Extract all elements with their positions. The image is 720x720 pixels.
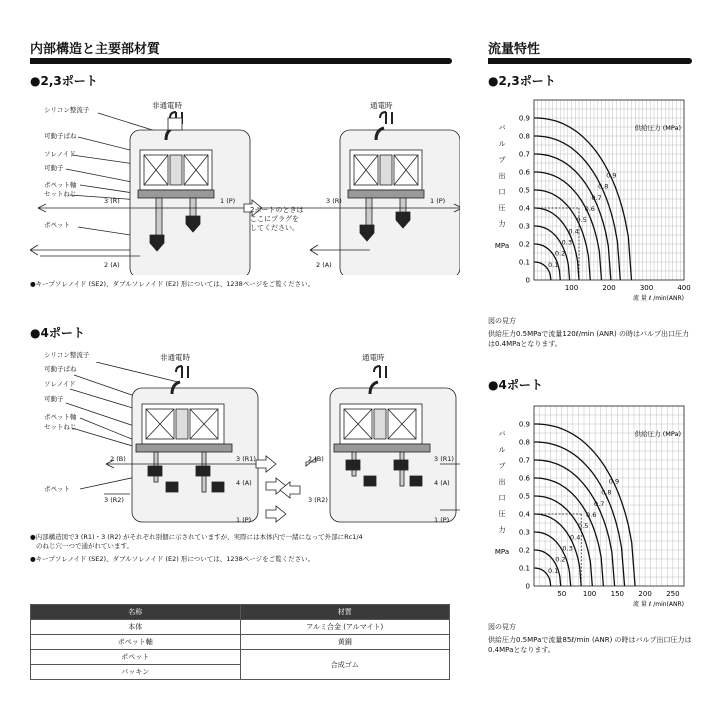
port4-footnotes (30, 533, 460, 563)
table-row (31, 635, 450, 650)
table-header-name: 名称 (31, 605, 241, 620)
y-tick-label: 0.6 (518, 474, 530, 483)
series-label: 0.3 (562, 544, 573, 553)
y-axis-label: ブ (498, 156, 506, 164)
y-tick-label: 0.1 (518, 564, 530, 573)
port23-label-2a: 2 (A) (104, 261, 120, 269)
table-row (31, 620, 450, 635)
port4-state-on: 通電時 (362, 353, 385, 362)
y-axis-label: ル (498, 446, 506, 454)
y-axis-unit: MPa (494, 242, 510, 250)
y-tick-label: 0.4 (518, 510, 530, 519)
series-label: 0.7 (591, 193, 602, 202)
flow-title-rule (488, 58, 692, 64)
series-label: 0.8 (601, 488, 612, 497)
port4-footnote-2: のねじ穴一つで通がれています。 (36, 541, 133, 550)
port23-on-label-1p: 1 (P) (430, 197, 446, 205)
y-tick-label: 0.5 (518, 492, 530, 501)
port23-on-label-3r: 3 (R) (326, 197, 342, 205)
flow-section-title: 流量特性 (488, 42, 541, 57)
port4-label-armature: 可動子 (44, 395, 64, 403)
port4-footnote-3: ●キープソレノイド (SE2)、ダブルソレノイド (E2) 形については、1238ページをご覧ください。 (30, 554, 315, 563)
y-tick-label: 0 (525, 582, 530, 591)
y-tick-label: 0.3 (518, 222, 530, 231)
label-poppet: ポペット (44, 221, 70, 229)
port23-diagram (30, 110, 460, 275)
plug-note (250, 206, 303, 233)
port4-label-poppet-shaft: ポペット軸 (44, 413, 77, 421)
label-silicon-rectifier: シリコン整流子 (44, 106, 90, 114)
y-tick-label: 0.2 (518, 546, 530, 555)
port23-label-3r: 3 (R) (104, 197, 120, 205)
series-label: 0.2 (554, 249, 566, 258)
series-label: 0.5 (578, 522, 589, 531)
y-axis-label: 出 (498, 172, 506, 180)
legend-title: 供給圧力 (MPa) (634, 430, 681, 438)
x-tick-label: 100 (582, 590, 597, 598)
y-axis-label: 圧 (498, 204, 506, 212)
table-cell: ポペット軸 (31, 635, 241, 650)
port4-state-off: 非通電時 (160, 353, 190, 362)
y-axis-label: バ (498, 124, 506, 132)
series-label: 0.1 (548, 566, 559, 575)
y-axis-unit: MPa (494, 548, 510, 556)
series-label: 0.7 (594, 499, 605, 508)
y-tick-label: 0.6 (518, 168, 530, 177)
chart23-heading: ●2,3ポート (488, 74, 556, 88)
x-axis-label: 流 量 ℓ /min(ANR) (633, 601, 684, 608)
table-cell: ポペット (31, 650, 241, 665)
port4-on-label-2b: 2 (B) (308, 455, 324, 463)
series-label: 0.1 (548, 260, 559, 269)
table-cell: パッキン (31, 665, 241, 680)
x-tick-label: 200 (638, 590, 652, 598)
chart4-note-title: 図の見方 (488, 623, 516, 631)
y-tick-label: 0.9 (518, 420, 530, 429)
label-armature: 可動子 (44, 164, 64, 172)
y-tick-label: 0.9 (518, 114, 530, 123)
material-table (30, 604, 450, 680)
port4-diagram (30, 362, 460, 532)
x-tick-label: 200 (602, 284, 616, 292)
port23-state-on: 通電時 (370, 101, 393, 110)
y-axis-label: 力 (498, 220, 506, 228)
y-tick-label: 0 (525, 276, 530, 285)
table-row (31, 650, 450, 665)
y-tick-label: 0.4 (518, 204, 530, 213)
chart23-note: 供給圧力0.5MPaで流量120ℓ/min (ANR) の時はバルブ出口圧力は0.4MPaとなります。 (488, 330, 689, 348)
series-label: 0.3 (561, 238, 572, 247)
port4-label-solenoid: ソレノイド (44, 380, 76, 388)
x-tick-label: 50 (557, 590, 567, 598)
y-tick-label: 0.3 (518, 528, 530, 537)
port4-label-3r1: 3 (R1) (236, 455, 256, 463)
y-tick-label: 0.7 (518, 456, 530, 465)
plug-note-line-3: してください。 (250, 224, 299, 233)
table-cell: アルミ合金 (アルマイト) (240, 620, 450, 635)
port4-on-label-3r2: 3 (R2) (308, 496, 328, 504)
port4-on-label-3r1: 3 (R1) (434, 455, 454, 463)
y-axis-label: 圧 (498, 510, 506, 518)
series-label: 0.5 (576, 216, 587, 225)
series-label: 0.6 (586, 511, 597, 520)
port4-heading: ●4ポート (30, 326, 85, 340)
port4-label-silicon-rectifier: シリコン整流子 (44, 351, 90, 359)
y-axis-label: バ (498, 430, 506, 438)
y-axis-label: 力 (498, 526, 506, 534)
port4-on-label-4a: 4 (A) (434, 479, 450, 487)
port23-label-1p: 1 (P) (220, 197, 236, 205)
port4-label-3r2: 3 (R2) (104, 496, 124, 504)
plug-note-line-2: ここにプラグを (250, 215, 299, 224)
series-label: 0.2 (555, 555, 566, 564)
x-tick-label: 400 (677, 284, 691, 292)
table-header-material: 材質 (240, 605, 450, 620)
table-header-row (31, 605, 450, 620)
y-tick-label: 0.7 (518, 150, 530, 159)
y-tick-label: 0.1 (518, 258, 530, 267)
x-tick-label: 250 (666, 590, 680, 598)
plug-note-line-1: 2ポートのときは (250, 206, 304, 214)
chart23 (488, 92, 698, 307)
y-axis-label: 口 (498, 188, 506, 196)
label-set-screw: セットねじ (44, 190, 77, 198)
label-solenoid: ソレノイド (44, 150, 76, 158)
table-cell: 合成ゴム (240, 650, 450, 680)
port4-label-2b: 2 (B) (110, 455, 126, 463)
series-label: 0.4 (570, 533, 581, 542)
legend-title: 供給圧力 (MPa) (634, 124, 681, 132)
y-tick-label: 0.5 (518, 186, 530, 195)
x-tick-label: 300 (639, 284, 654, 292)
port23-footnote: ●キープソレノイド (SE2)、ダブルソレノイド (E2) 形については、1238ページをご覧ください。 (30, 280, 315, 288)
port4-label-4a: 4 (A) (236, 479, 252, 487)
table-cell: 黄銅 (240, 635, 450, 650)
series-label: 0.9 (608, 477, 620, 486)
chart4-note: 供給圧力0.5MPaで流量85ℓ/min (ANR) の時はバルブ出口圧力は0.4MPaとなります。 (488, 636, 692, 654)
y-tick-label: 0.8 (518, 438, 530, 447)
label-poppet-shaft: ポペット軸 (44, 181, 77, 189)
series-label: 0.9 (606, 171, 617, 180)
port23-state-off: 非通電時 (152, 101, 182, 110)
series-label: 0.4 (568, 227, 579, 236)
y-axis-label: ブ (498, 462, 506, 470)
chart4-heading: ●4ポート (488, 378, 543, 392)
port4-footnote-1: ●内部構造図で3 (R1)・3 (R2) がそれぞれ別個に示されていますが、実際には本体内で一緒になって外部にRc1/4 (30, 533, 363, 541)
port4-label-armature-spring: 可動子ばね (44, 365, 77, 373)
table-cell: 本体 (31, 620, 241, 635)
structure-section-title: 内部構造と主要部材質 (30, 42, 161, 57)
x-tick-label: 150 (610, 590, 625, 598)
chart23-note-title: 図の見方 (488, 317, 516, 325)
y-axis-label: 出 (498, 478, 506, 486)
port4-label-poppet: ポペット (44, 485, 70, 493)
series-label: 0.6 (584, 205, 595, 214)
y-axis-label: ル (498, 140, 506, 148)
port4-label-1p: 1 (P) (236, 516, 252, 524)
port4-label-set-screw: セットねじ (44, 423, 77, 431)
y-tick-label: 0.8 (518, 132, 530, 141)
label-armature-spring: 可動子ばね (44, 132, 77, 140)
y-tick-label: 0.2 (518, 240, 530, 249)
port4-on-label-1p: 1 (P) (434, 516, 450, 524)
y-axis-label: 口 (498, 494, 506, 502)
port23-on-label-2a: 2 (A) (316, 261, 332, 269)
x-tick-label: 100 (564, 284, 579, 292)
series-label: 0.8 (598, 182, 609, 191)
port23-heading: ●2,3ポート (30, 74, 98, 88)
structure-title-rule (30, 58, 452, 64)
chart4 (488, 398, 698, 613)
x-axis-label: 流 量 ℓ /min(ANR) (633, 295, 684, 302)
